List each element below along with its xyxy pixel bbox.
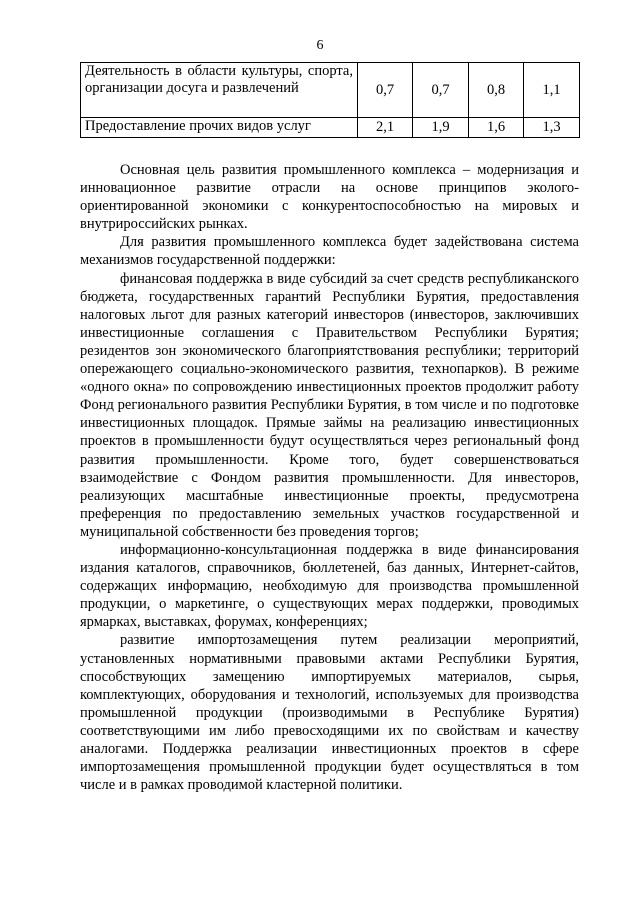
table-cell: 0,8: [469, 63, 524, 118]
table-cell: 1,6: [469, 118, 524, 138]
paragraph-information-support: информационно-консультационная поддержка в виде финансирования издания каталогов, справочников, бюллетеней, баз данных, Интернет-сайтов, содержащих информацию, необходимую для производства промышленной продукции, о маркетинге, о существующих мерах поддержки, проводимых ярмарках, выставках, форумах, конференциях;: [80, 541, 579, 631]
paragraph-financial-support: финансовая поддержка в виде субсидий за счет средств республиканского бюджета, государственных гарантий Республики Бурятия, предоставления налоговых льгот для разных категорий инвесторов (инвесторов, заключивших инвестиционные соглашения с Правительством Республики Бурятия; резидентов зон экономического благоприятствования республики; территорий опережающего социально-экономического развития, технопарков). В режиме «одного окна» по сопровождению инвестиционных проектов продолжит работу Фонд регионального развития Республики Бурятия, в том числе и по подготовке инвестиционных площадок. Прямые займы на реализацию инвестиционных проектов в промышленности будут осуществляться через региональный фонд развития промышленности. Кроме того, будет совершенствоваться взаимодействие с Фондом развития промышленности. Для инвесторов, реализующих масштабные инвестиционные проекты, предусмотрена преференция по предоставлению земельных участков государственной и муниципальной собственности без проведения торгов;: [80, 270, 579, 540]
table-cell: 1,9: [413, 118, 469, 138]
table-row: [81, 118, 580, 138]
table-row: [81, 63, 580, 118]
row-label: Предоставление прочих видов услуг: [81, 118, 358, 138]
table-cell: 0,7: [358, 63, 413, 118]
table-cell: 1,1: [524, 63, 580, 118]
paragraph-goal: Основная цель развития промышленного комплекса – модернизация и инновационное развитие отрасли на основе принципов эколого-ориентированной экономики с конкурентоспособностью на мировых и внутрироссийских рынках.: [80, 162, 579, 233]
table-cell: 1,3: [524, 118, 580, 138]
page-number: 6: [316, 38, 324, 53]
table-cell: 0,7: [413, 63, 469, 118]
table-cell: 2,1: [358, 118, 413, 138]
row-label: Деятельность в области культуры, спорта, организации досуга и развлечений: [81, 63, 358, 118]
document-body: [80, 161, 579, 794]
indicator-table: [80, 62, 580, 138]
paragraph-mechanisms-intro: Для развития промышленного комплекса будет задействована система механизмов государственной поддержки:: [80, 234, 579, 269]
paragraph-import-substitution: развитие импортозамещения путем реализации мероприятий, установленных нормативными правовыми актами Республики Бурятия, способствующих замещению импортируемых материалов, сырья, комплектующих, оборудования и технологий, используемых для производства промышленной продукции (производимыми в Республике Бурятия) соответствующими им либо превосходящими их по свойствам и качеству аналогами. Поддержка реализации инвестиционных проектов в сфере импортозамещения промышленной продукции будет осуществляться в том числе и в рамках проводимой кластерной политики.: [80, 632, 579, 794]
